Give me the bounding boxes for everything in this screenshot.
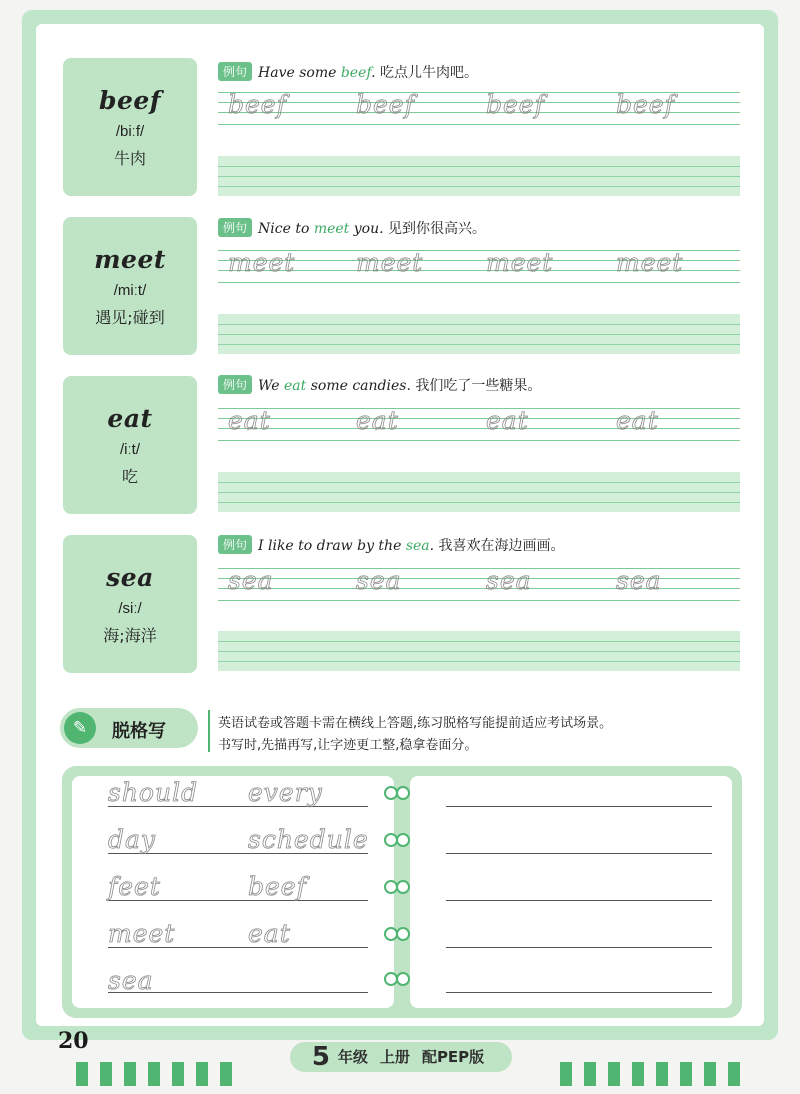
grade-label: 5 年级 上册 配PEP版 (290, 1042, 512, 1072)
vocab-word: eat (107, 404, 153, 433)
tracing-lines (218, 564, 740, 604)
trace-word: meet (616, 248, 684, 277)
trace-word: beef (228, 90, 287, 119)
phonetic: /miːt/ (113, 282, 147, 299)
example-tag: 例句 (218, 218, 252, 237)
keyword: beef (340, 65, 372, 81)
keyword: eat (284, 378, 307, 394)
writing-band[interactable] (218, 472, 740, 512)
tracing-lines (218, 88, 740, 128)
example-tag: 例句 (218, 62, 252, 81)
example-tag: 例句 (218, 375, 252, 394)
example-sentence: 例句 Nice to meet you. 见到你很高兴。 (218, 218, 740, 238)
example-sentence: 例句 Have some beef. 吃点儿牛肉吧。 (218, 62, 740, 82)
notebook-word: should (108, 778, 199, 807)
tip-line: 英语试卷或答题卡需在横线上答题,练习脱格写能提前适应考试场景。 (218, 716, 613, 731)
word-card-meet (63, 217, 197, 355)
example-translation: 我们吃了一些糖果。 (415, 378, 542, 394)
phonetic: /siː/ (118, 600, 142, 617)
phonetic: /iːt/ (119, 441, 140, 458)
notebook (62, 766, 742, 1018)
binder-ring-icon (384, 786, 410, 798)
example-translation: 见到你很高兴。 (388, 221, 487, 237)
section-title-text: 脱格写 (112, 721, 166, 742)
vocab-word: sea (106, 563, 154, 592)
word-card-eat (63, 376, 197, 514)
word-card-sea (63, 535, 197, 673)
notebook-word: eat (248, 919, 291, 948)
trace-word: meet (356, 248, 424, 277)
trace-word: meet (228, 248, 296, 277)
trace-word: sea (356, 566, 402, 595)
notebook-word: beef (248, 872, 307, 901)
keyword: meet (313, 221, 350, 237)
meaning: 海;海洋 (103, 626, 157, 645)
trace-word: eat (356, 406, 399, 435)
notebook-left-page (72, 776, 394, 1008)
example-sentence: 例句 We eat some candies. 我们吃了一些糖果。 (218, 375, 740, 395)
notebook-word: schedule (248, 825, 369, 854)
grade-number: 5 (311, 1042, 330, 1072)
trace-word: beef (616, 90, 675, 119)
notebook-word: feet (108, 872, 161, 901)
notebook-right-page[interactable] (410, 776, 732, 1008)
trace-word: sea (228, 566, 274, 595)
meaning: 牛肉 (113, 149, 146, 168)
page-number: 20 (58, 1028, 89, 1054)
trace-word: sea (486, 566, 532, 595)
vocab-word: meet (94, 245, 166, 274)
binder-ring-icon (384, 833, 410, 845)
example-tag: 例句 (218, 535, 252, 554)
writing-band[interactable] (218, 156, 740, 196)
trace-word: eat (616, 406, 659, 435)
meaning: 遇见;碰到 (95, 308, 165, 327)
trace-word: eat (228, 406, 271, 435)
tip-divider (208, 710, 210, 752)
trace-word: eat (486, 406, 529, 435)
phonetic: /biːf/ (115, 123, 145, 140)
tracing-lines (218, 404, 740, 444)
edit-icon: ✎ (64, 712, 96, 744)
binder-ring-icon (384, 927, 410, 939)
section-title (60, 708, 198, 748)
example-translation: 我喜欢在海边画画。 (438, 538, 565, 554)
notebook-word: meet (108, 919, 176, 948)
notebook-word: every (248, 778, 323, 807)
example-translation: 吃点儿牛肉吧。 (379, 65, 478, 81)
writing-band[interactable] (218, 631, 740, 671)
trace-word: beef (486, 90, 545, 119)
vocab-word: beef (98, 86, 162, 115)
binder-ring-icon (384, 972, 410, 984)
meaning: 吃 (121, 467, 138, 486)
tracing-lines (218, 246, 740, 286)
binder-ring-icon (384, 880, 410, 892)
notebook-word: sea (108, 966, 154, 995)
trace-word: sea (616, 566, 662, 595)
word-card-beef (63, 58, 197, 196)
tip-line: 书写时,先描再写,让字迹更工整,稳拿卷面分。 (218, 738, 478, 753)
trace-word: meet (486, 248, 554, 277)
example-sentence: 例句 I like to draw by the sea. 我喜欢在海边画画。 (218, 535, 740, 555)
trace-word: beef (356, 90, 415, 119)
keyword: sea (405, 538, 430, 554)
notebook-word: day (108, 825, 157, 854)
writing-band[interactable] (218, 314, 740, 354)
